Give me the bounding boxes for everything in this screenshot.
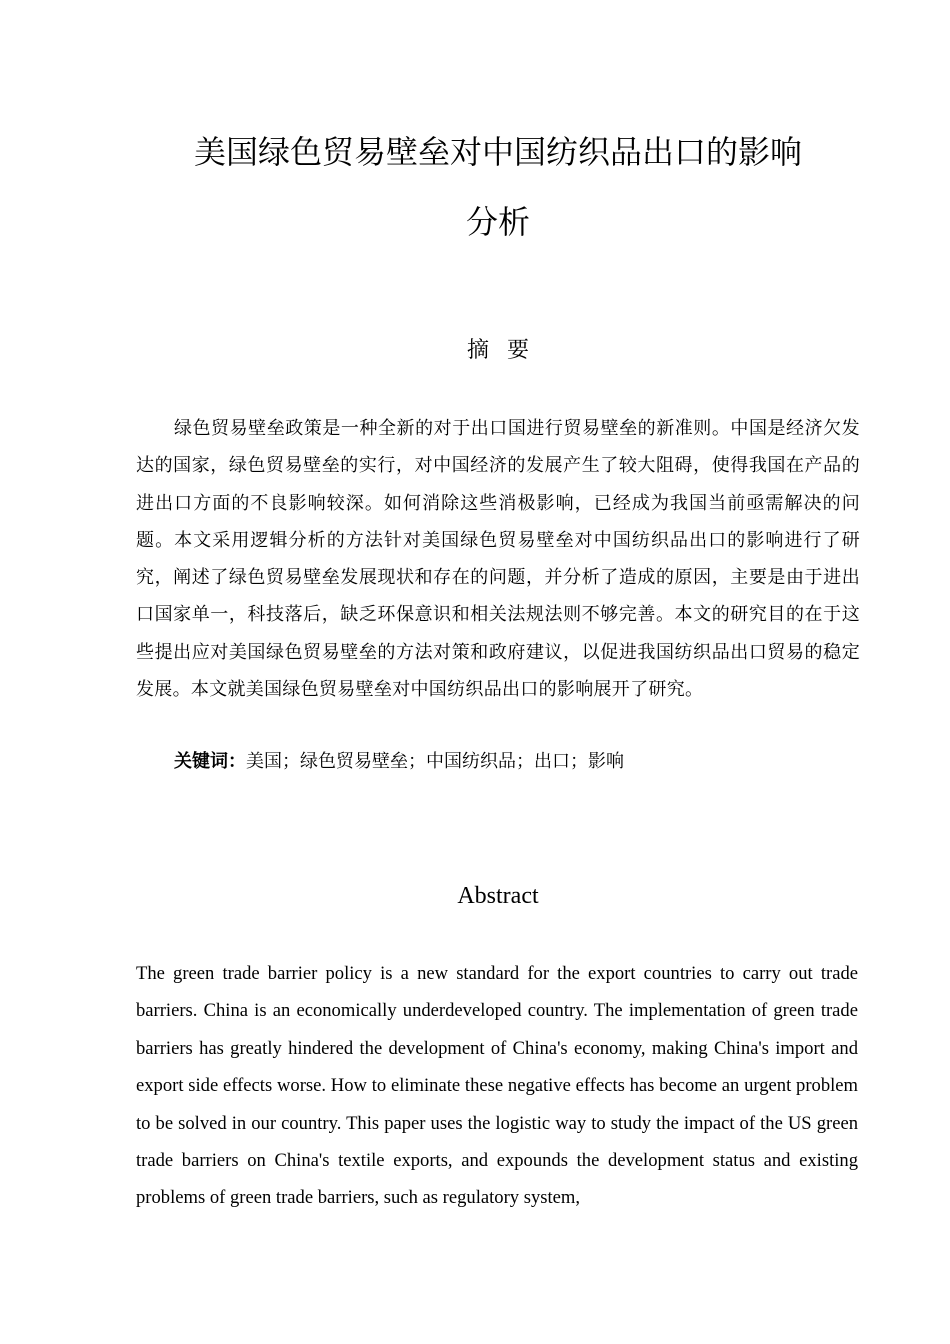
abstract-heading-english: Abstract bbox=[457, 883, 539, 909]
keywords-text: 美国；绿色贸易壁垒；中国纺织品；出口；影响 bbox=[246, 751, 624, 772]
abstract-heading-chinese: 摘要 bbox=[466, 338, 547, 363]
keywords-line bbox=[174, 743, 624, 780]
title-line-2: 分析 bbox=[465, 203, 530, 241]
abstract-body-english: The green trade barrier policy is a new standard for the export countries to carry out trade barriers. China is an economically underdeveloped country. The implementation of green trade barriers has greatly hindered the development of China's economy, making China's import and export side effects worse. How to eliminate these negative effects has become an urgent problem to be solved in our country. This paper uses the logistic way to study the impact of the US green trade barriers on China's textile exports, and expounds the development status and existing problems of green trade barriers, such as regulatory system, bbox=[136, 963, 858, 1209]
abstract-body-chinese: 绿色贸易壁垒政策是一种全新的对于出口国进行贸易壁垒的新准则。中国是经济欠发达的国家，绿色贸易壁垒的实行，对中国经济的发展产生了较大阻碍，使得我国在产品的进出口方面的不良影响较深。如何消除这些消极影响，已经成为我国当前亟需解决的问题。本文采用逻辑分析的方法针对美国绿色贸易壁垒对中国纺织品出口的影响进行了研究，阐述了绿色贸易壁垒发展现状和存在的问题，并分析了造成的原因，主要是由于进出口国家单一，科技落后，缺乏环保意识和相关法规法则不够完善。本文的研究目的在于这些提出应对美国绿色贸易壁垒的方法对策和政府建议，以促进我国纺织品出口贸易的稳定发展。本文就美国绿色贸易壁垒对中国纺织品出口的影响展开了研究。 bbox=[136, 418, 860, 701]
title-line-1: 美国绿色贸易壁垒对中国纺织品出口的影响 bbox=[193, 133, 802, 171]
keywords-label: 关键词： bbox=[174, 751, 246, 772]
